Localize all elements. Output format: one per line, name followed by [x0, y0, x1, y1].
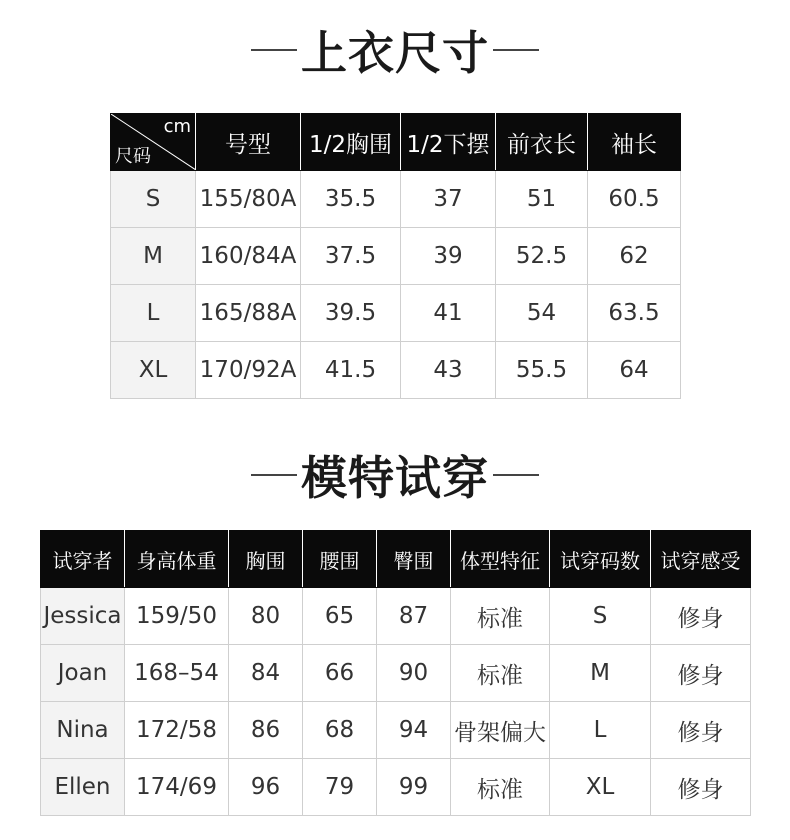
- size-column-label: 尺码: [115, 146, 151, 167]
- table-row: [41, 645, 751, 702]
- table-cell: 修身: [651, 702, 751, 759]
- table-cell: 39.5: [301, 285, 401, 342]
- table-cell: 84: [229, 645, 303, 702]
- table-cell: 37.5: [301, 228, 401, 285]
- size-chart-table: [110, 113, 681, 399]
- table-cell: 37: [401, 171, 496, 228]
- table-cell: 165/88A: [196, 285, 301, 342]
- table-cell: 87: [377, 588, 451, 645]
- size-table-header: 前衣长: [496, 114, 588, 171]
- table-cell: 99: [377, 759, 451, 816]
- table-cell: 62: [588, 228, 681, 285]
- table-cell: 170/92A: [196, 342, 301, 399]
- table-cell: 79: [303, 759, 377, 816]
- table-cell: 43: [401, 342, 496, 399]
- size-table-header-row: [111, 114, 681, 171]
- table-cell: 60.5: [588, 171, 681, 228]
- fit-table-header: 腰围: [303, 531, 377, 588]
- size-section-heading: 上衣尺寸: [301, 26, 489, 80]
- table-cell: 155/80A: [196, 171, 301, 228]
- size-section-title: [0, 22, 790, 78]
- fit-table-header: 试穿码数: [550, 531, 651, 588]
- table-cell: 172/58: [125, 702, 229, 759]
- table-row: [111, 171, 681, 228]
- table-cell: 68: [303, 702, 377, 759]
- table-cell: 86: [229, 702, 303, 759]
- table-cell: 65: [303, 588, 377, 645]
- table-cell: 96: [229, 759, 303, 816]
- size-cell: L: [111, 285, 196, 342]
- table-cell: 64: [588, 342, 681, 399]
- table-row: [41, 759, 751, 816]
- title-right-rule: [493, 474, 539, 476]
- table-cell: 51: [496, 171, 588, 228]
- fit-table-header-row: [41, 531, 751, 588]
- table-cell: 35.5: [301, 171, 401, 228]
- table-cell: 66: [303, 645, 377, 702]
- table-row: [111, 342, 681, 399]
- fit-table-header: 试穿者: [41, 531, 125, 588]
- fit-table-header: 胸围: [229, 531, 303, 588]
- size-table-header: 袖长: [588, 114, 681, 171]
- table-cell: 标准: [451, 759, 550, 816]
- table-cell: 标准: [451, 645, 550, 702]
- table-cell: 标准: [451, 588, 550, 645]
- table-cell: 159/50: [125, 588, 229, 645]
- table-cell: 160/84A: [196, 228, 301, 285]
- fit-table-header: 试穿感受: [651, 531, 751, 588]
- table-cell: 174/69: [125, 759, 229, 816]
- table-cell: 39: [401, 228, 496, 285]
- table-cell: 41.5: [301, 342, 401, 399]
- size-table-corner-cell: [111, 114, 196, 171]
- table-cell: 修身: [651, 759, 751, 816]
- fit-table-header: 臀围: [377, 531, 451, 588]
- table-row: [111, 228, 681, 285]
- table-cell: 168–54: [125, 645, 229, 702]
- model-name-cell: Nina: [41, 702, 125, 759]
- fit-table-header: 身高体重: [125, 531, 229, 588]
- table-cell: 94: [377, 702, 451, 759]
- model-name-cell: Jessica: [41, 588, 125, 645]
- table-row: [41, 702, 751, 759]
- table-cell: L: [550, 702, 651, 759]
- model-name-cell: Ellen: [41, 759, 125, 816]
- size-table-header: 1/2下摆: [401, 114, 496, 171]
- table-cell: XL: [550, 759, 651, 816]
- table-cell: 55.5: [496, 342, 588, 399]
- title-right-rule: [493, 49, 539, 51]
- size-cell: S: [111, 171, 196, 228]
- table-cell: 41: [401, 285, 496, 342]
- table-cell: 80: [229, 588, 303, 645]
- unit-label: cm: [163, 116, 191, 137]
- size-table-header: 1/2胸围: [301, 114, 401, 171]
- fit-section-title: [0, 447, 790, 503]
- table-cell: 90: [377, 645, 451, 702]
- model-fit-table: [40, 530, 751, 816]
- size-table-header: 号型: [196, 114, 301, 171]
- model-name-cell: Joan: [41, 645, 125, 702]
- table-cell: 修身: [651, 588, 751, 645]
- table-cell: S: [550, 588, 651, 645]
- table-row: [41, 588, 751, 645]
- size-cell: M: [111, 228, 196, 285]
- table-cell: 63.5: [588, 285, 681, 342]
- table-cell: 54: [496, 285, 588, 342]
- table-cell: M: [550, 645, 651, 702]
- size-cell: XL: [111, 342, 196, 399]
- fit-table-header: 体型特征: [451, 531, 550, 588]
- table-cell: 52.5: [496, 228, 588, 285]
- fit-section-heading: 模特试穿: [301, 451, 489, 505]
- table-row: [111, 285, 681, 342]
- title-left-rule: [251, 49, 297, 51]
- title-left-rule: [251, 474, 297, 476]
- table-cell: 骨架偏大: [451, 702, 550, 759]
- table-cell: 修身: [651, 645, 751, 702]
